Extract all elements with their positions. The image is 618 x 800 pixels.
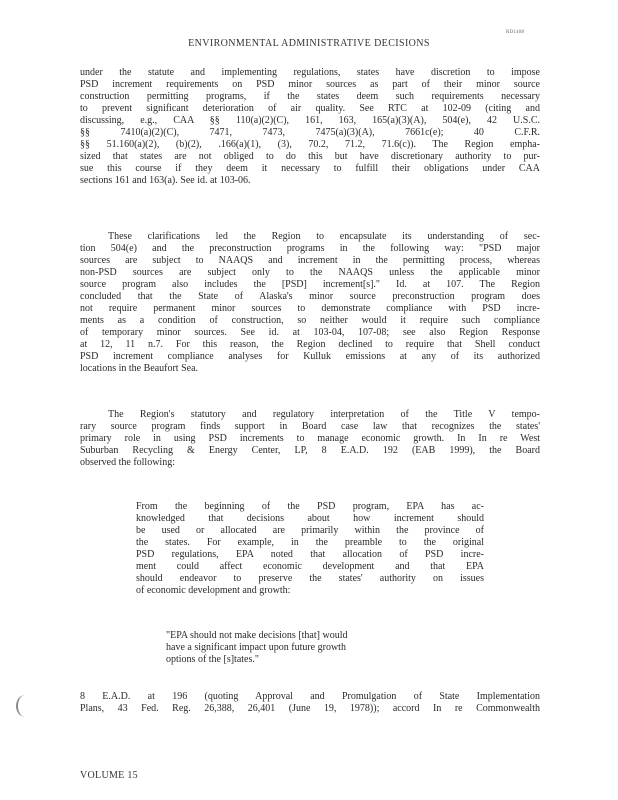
text-line: sections 161 and 163(a). See id. at 103-06. [80, 175, 251, 186]
text-line: PSD increment requirements on PSD minor sources as part of their minor source [80, 79, 540, 90]
text-line: ments as a condition of construction, so neither would it require such compliance [80, 315, 540, 326]
text-line: observed the following: [80, 457, 175, 468]
text-line: §§ 51.160(a)(2), (b)(2), .166(a)(1), (3), 70.2, 71.2, 71.6(c)). The Region empha- [80, 139, 540, 150]
nested-quote-line: options of the [s]tates." [166, 654, 259, 665]
text-line: source program also includes the [PSD] increment[s]." Id. at 107. The Region [80, 279, 540, 290]
quote-line: the states. For example, in the preamble to the original [136, 537, 484, 548]
text-line: under the statute and implementing regulations, states have discretion to impose [80, 67, 540, 78]
text-line: construction permitting programs, if the states deem such requirements necessary [80, 91, 540, 102]
text-line: Suburban Recycling & Energy Center, LP, 8 E.A.D. 192 (EAB 1999), the Board [80, 445, 540, 456]
text-line: The Region's statutory and regulatory interpretation of the Title V tempo- [108, 409, 540, 420]
text-line: discussing, e.g., CAA §§ 110(a)(2)(C), 161, 163, 165(a)(3)(A), 504(e), 42 U.S.C. [80, 115, 540, 126]
text-line: sue this course if they deem it necessary to fulfill their obligations under CAA [80, 163, 540, 174]
text-line: non-PSD sources are subject only to the NAAQS unless the applicable minor [80, 267, 540, 278]
text-line: §§ 7410(a)(2)(C), 7471, 7473, 7475(a)(3)(A), 7661c(e); 40 C.F.R. [80, 127, 540, 138]
text-line: not require permanent minor sources to demonstrate compliance with PSD incre- [80, 303, 540, 314]
text-line: primary role in using PSD increments to manage economic growth. In In re West [80, 433, 540, 444]
quote-line: of economic development and growth: [136, 585, 291, 596]
margin-mark [16, 695, 34, 717]
text-line: 8 E.A.D. at 196 (quoting Approval and Promulgation of State Implementation [80, 691, 540, 702]
quote-line: From the beginning of the PSD program, EPA has ac- [136, 501, 484, 512]
text-line: at 12, 11 n.7. For this reason, the Region declined to require that Shell conduct [80, 339, 540, 350]
text-line: tion 504(e) and the preconstruction programs in the following way: "PSD major [80, 243, 540, 254]
quote-line: PSD regulations, EPA noted that allocation of PSD incre- [136, 549, 484, 560]
text-line: concluded that the State of Alaska's minor source preconstruction program does [80, 291, 540, 302]
text-line: locations in the Beaufort Sea. [80, 363, 199, 374]
text-line: sources are subject to NAAQS and increment in the permitting process, whereas [80, 255, 540, 266]
running-head: ENVIRONMENTAL ADMINISTRATIVE DECISIONS [188, 38, 430, 49]
quote-line: should endeavor to preserve the states' authority on issues [136, 573, 484, 584]
text-line: rary source program finds support in Board case law that recognizes the states' [80, 421, 540, 432]
text-line: of temporary minor sources. See id. at 103-04, 107-08; see also Region Response [80, 327, 540, 338]
quote-line: knowledged that decisions about how increment should [136, 513, 484, 524]
text-line: to prevent significant deterioration of air quality. See RTC at 102-09 (citing and [80, 103, 540, 114]
nested-quote-line: "EPA should not make decisions [that] would [166, 630, 348, 641]
text-line: sized that states are not obliged to do this but have discretionary authority to pur- [80, 151, 540, 162]
page-footer: VOLUME 15 [80, 770, 138, 781]
text-line: Plans, 43 Fed. Reg. 26,388, 26,401 (June 19, 1978)); accord In re Commonwealth [80, 703, 540, 714]
nested-quote-line: have a significant impact upon future growth [166, 642, 346, 653]
corner-stamp: RD1408 [506, 30, 525, 35]
text-line: These clarifications led the Region to encapsulate its understanding of sec- [108, 231, 540, 242]
quote-line: be used or allocated are primarily within the province of [136, 525, 484, 536]
text-line: PSD increment compliance analyses for Kulluk emissions at any of its authorized [80, 351, 540, 362]
quote-line: ment could affect economic development and that EPA [136, 561, 484, 572]
